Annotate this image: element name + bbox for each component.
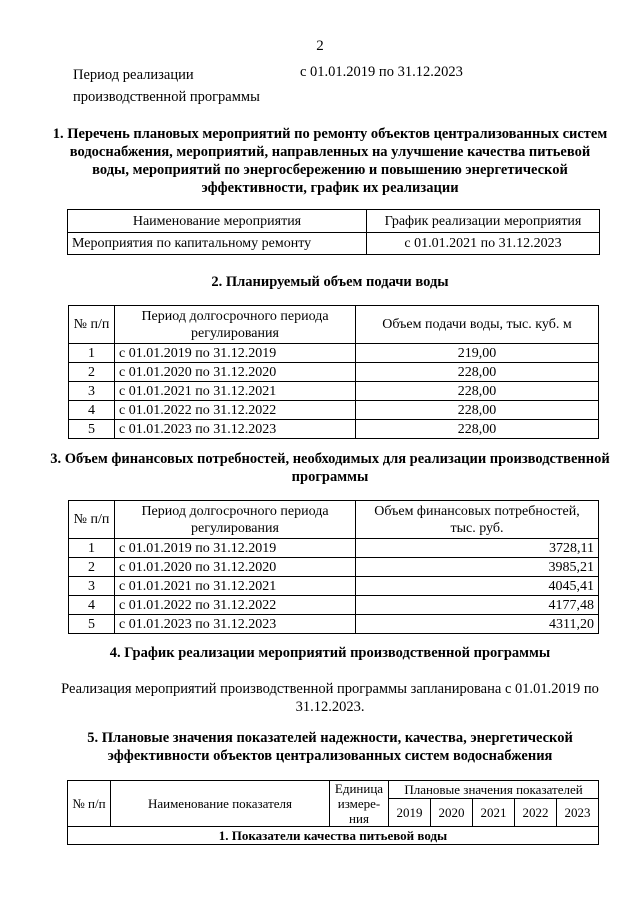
table-cell: 4177,48: [356, 596, 599, 615]
table-cell: с 01.01.2021 по 31.12.2021: [115, 577, 356, 596]
year-header: 2019: [389, 799, 431, 827]
table-header: № п/п: [69, 501, 115, 539]
table-row: [69, 577, 599, 596]
table-cell: с 01.01.2023 по 31.12.2023: [115, 420, 356, 439]
table-row: [69, 596, 599, 615]
table-header: Период долгосрочного периода регулирования: [115, 501, 356, 539]
table-cell: 4311,20: [356, 615, 599, 634]
table-cell: 5: [69, 420, 115, 439]
table-cell: Мероприятия по капитальному ремонту: [68, 233, 367, 255]
page-number: 2: [316, 38, 324, 54]
table-header: Период долгосрочного периода регулирования: [115, 306, 356, 344]
table-cell: 4: [69, 401, 115, 420]
table-cell: 3: [69, 382, 115, 401]
table-cell: с 01.01.2020 по 31.12.2020: [115, 558, 356, 577]
table-cell: 228,00: [356, 420, 599, 439]
financial-needs-table: [68, 500, 599, 634]
table-cell: с 01.01.2021 по 31.12.2021: [115, 382, 356, 401]
section-1-title: 1. Перечень плановых мероприятий по ремонту объектов централизованных систем водоснабжения, мероприятий, направленных на улучшение качества питьевой воды, мероприятий по энергосбережению и повышению энергетической эффективности, график их реализации: [52, 126, 608, 196]
repair-activities-table: [67, 209, 600, 255]
table-header: Наименование мероприятия: [68, 210, 367, 233]
table-cell: 3: [69, 577, 115, 596]
table-row: [69, 382, 599, 401]
table-cell: 1: [69, 344, 115, 363]
table-cell: 2: [69, 558, 115, 577]
section-2-title: 2. Планируемый объем подачи воды: [211, 274, 449, 290]
table-row: [69, 363, 599, 382]
table-cell: 2: [69, 363, 115, 382]
table-cell: 4045,41: [356, 577, 599, 596]
table-header: Объем подачи воды, тыс. куб. м: [356, 306, 599, 344]
table-cell: с 01.01.2021 по 31.12.2023: [367, 233, 600, 255]
year-header: 2022: [514, 799, 556, 827]
table-header: Объем финансовых потребностей, тыс. руб.: [356, 501, 599, 539]
water-supply-table: [68, 305, 599, 439]
table-cell: с 01.01.2023 по 31.12.2023: [115, 615, 356, 634]
table-header: № п/п: [68, 781, 111, 827]
table-cell: с 01.01.2020 по 31.12.2020: [115, 363, 356, 382]
table-cell: с 01.01.2019 по 31.12.2019: [115, 344, 356, 363]
table-cell: 3985,21: [356, 558, 599, 577]
table-cell: 228,00: [356, 382, 599, 401]
section-3-title: 3. Объем финансовых потребностей, необходимых для реализации производственной программы: [50, 451, 610, 485]
table-cell: 3728,11: [356, 539, 599, 558]
table-row: [69, 344, 599, 363]
section-5-title: 5. Плановые значения показателей надежности, качества, энергетической эффективности объектов централизованных систем водоснабжения: [87, 730, 573, 764]
table-cell: 1: [69, 539, 115, 558]
section-4-title: 4. График реализации мероприятий производственной программы: [109, 645, 551, 661]
table-row: [69, 558, 599, 577]
table-row: [69, 539, 599, 558]
table-row: [68, 233, 600, 255]
table-cell: с 01.01.2019 по 31.12.2019: [115, 539, 356, 558]
table-cell: с 01.01.2022 по 31.12.2022: [115, 596, 356, 615]
schedule-text: Реализация мероприятий производственной программы запланирована с 01.01.2019 по 31.12.2023.: [61, 681, 599, 715]
table-cell: 228,00: [356, 401, 599, 420]
table-row: [69, 615, 599, 634]
indicators-table: [67, 780, 599, 845]
table-header: График реализации мероприятия: [367, 210, 600, 233]
table-header: № п/п: [69, 306, 115, 344]
table-header: Наименование показателя: [111, 781, 330, 827]
year-header: 2023: [556, 799, 598, 827]
table-subheader: 1. Показатели качества питьевой воды: [68, 827, 599, 845]
table-header: Плановые значения показателей: [389, 781, 599, 799]
table-header: Единица измере-ния: [330, 781, 389, 827]
table-row: [69, 401, 599, 420]
table-cell: 219,00: [356, 344, 599, 363]
table-cell: 228,00: [356, 363, 599, 382]
table-cell: с 01.01.2022 по 31.12.2022: [115, 401, 356, 420]
period-value: с 01.01.2019 по 31.12.2023: [300, 64, 463, 80]
year-header: 2020: [430, 799, 472, 827]
table-cell: 4: [69, 596, 115, 615]
year-header: 2021: [472, 799, 514, 827]
table-cell: 5: [69, 615, 115, 634]
period-label: Период реализации производственной программы: [73, 67, 260, 105]
table-row: [69, 420, 599, 439]
